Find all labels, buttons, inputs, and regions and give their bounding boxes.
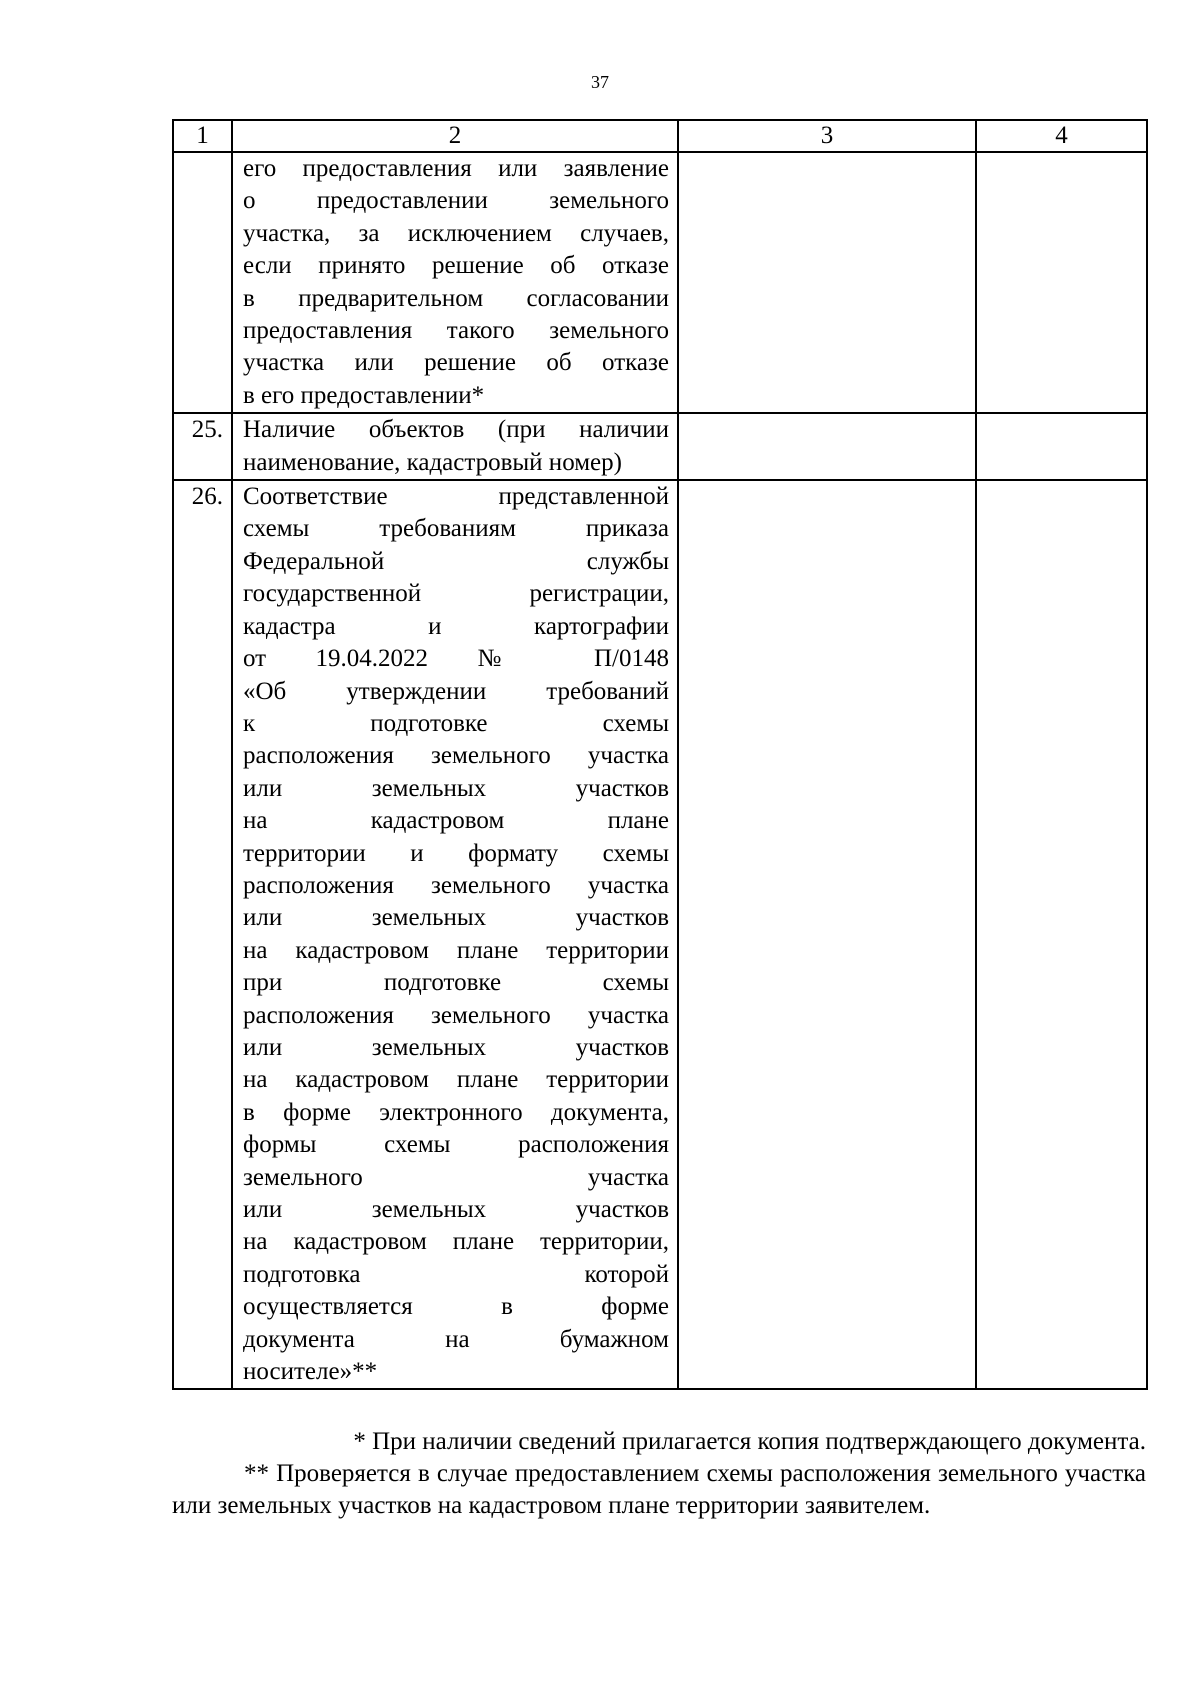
- text-line: расположения земельного участка: [243, 742, 669, 770]
- text-line: на кадастровом плане территории: [243, 936, 669, 964]
- text-line: о предоставлении земельного: [243, 187, 669, 215]
- column-4-cell: [976, 413, 1147, 480]
- text-line: в предварительном согласовании: [243, 284, 669, 312]
- table-header-row: [173, 120, 1147, 152]
- requirement-text: [232, 413, 678, 480]
- table-body: [173, 152, 1147, 1389]
- footnotes: [172, 1426, 1146, 1522]
- text-line: государственной регистрации,: [243, 580, 669, 608]
- page-number: 37: [591, 72, 609, 92]
- column-header-2: 2: [232, 120, 678, 152]
- requirements-table: [172, 119, 1148, 1390]
- column-header-4: 4: [976, 120, 1147, 152]
- footnote-1: * При наличии сведений прилагается копия подтверждающего документа.: [353, 1428, 1146, 1455]
- column-3-cell: [678, 413, 976, 480]
- text-line: или земельных участков: [243, 1033, 669, 1061]
- text-line: участка, за исключением случаев,: [243, 219, 669, 247]
- text-line: в форме электронного документа,: [243, 1098, 669, 1126]
- text-line: если принято решение об отказе: [243, 252, 669, 280]
- row-number: 25.: [173, 413, 232, 480]
- text-line: формы схемы расположения: [243, 1131, 669, 1159]
- text-line: расположения земельного участка: [243, 1001, 669, 1029]
- text-line: «Об утверждении требований: [243, 677, 669, 705]
- column-3-cell: [678, 152, 976, 413]
- text-line: расположения земельного участка: [243, 871, 669, 899]
- column-4-cell: [976, 152, 1147, 413]
- text-line: кадастра и картографии: [243, 612, 669, 640]
- text-line: или земельных участков: [243, 774, 669, 802]
- text-line: от 19.04.2022 № П/0148: [243, 645, 669, 673]
- text-line: Соответствие представленной: [243, 483, 669, 511]
- text-line: на кадастровом плане территории,: [243, 1228, 669, 1256]
- column-header-3: 3: [678, 120, 976, 152]
- table-row: [173, 152, 1147, 413]
- text-line: в его предоставлении*: [243, 381, 485, 409]
- row-number: 26.: [173, 480, 232, 1389]
- requirement-text: [232, 480, 678, 1389]
- text-line: схемы требованиям приказа: [243, 515, 669, 543]
- text-line: земельного участка: [243, 1163, 669, 1191]
- text-line: подготовка которой: [243, 1260, 669, 1288]
- column-4-cell: [976, 480, 1147, 1389]
- text-line: его предоставления или заявление: [243, 155, 669, 182]
- text-line: на кадастровом плане территории: [243, 1066, 669, 1094]
- text-line: осуществляется в форме: [243, 1293, 669, 1321]
- text-line: участка или решение об отказе: [243, 349, 669, 377]
- text-line: носителе»**: [243, 1358, 378, 1386]
- text-line: к подготовке схемы: [243, 709, 669, 737]
- text-line: или земельных участков: [243, 904, 669, 932]
- text-line: или земельных участков: [243, 1196, 669, 1223]
- footnote-2: ** Проверяется в случае предоставлением схемы расположения земельного участка или земельных участков на кадастровом плане территории заявителем.: [172, 1460, 1146, 1519]
- text-line: при подготовке схемы: [243, 969, 669, 997]
- row-number: [173, 152, 232, 413]
- requirement-text: [232, 152, 678, 413]
- column-header-1: 1: [173, 120, 232, 152]
- text-line: Наличие объектов (при наличии: [243, 416, 669, 444]
- table-row: [173, 413, 1147, 480]
- column-3-cell: [678, 480, 976, 1389]
- table-row: [173, 480, 1147, 1389]
- text-line: документа на бумажном: [243, 1325, 669, 1353]
- text-line: территории и формату схемы: [243, 839, 669, 867]
- text-line: предоставления такого земельного: [243, 317, 669, 345]
- text-line: Федеральной службы: [243, 547, 669, 575]
- text-line: на кадастровом плане: [243, 807, 669, 835]
- text-line: наименование, кадастровый номер): [243, 448, 622, 476]
